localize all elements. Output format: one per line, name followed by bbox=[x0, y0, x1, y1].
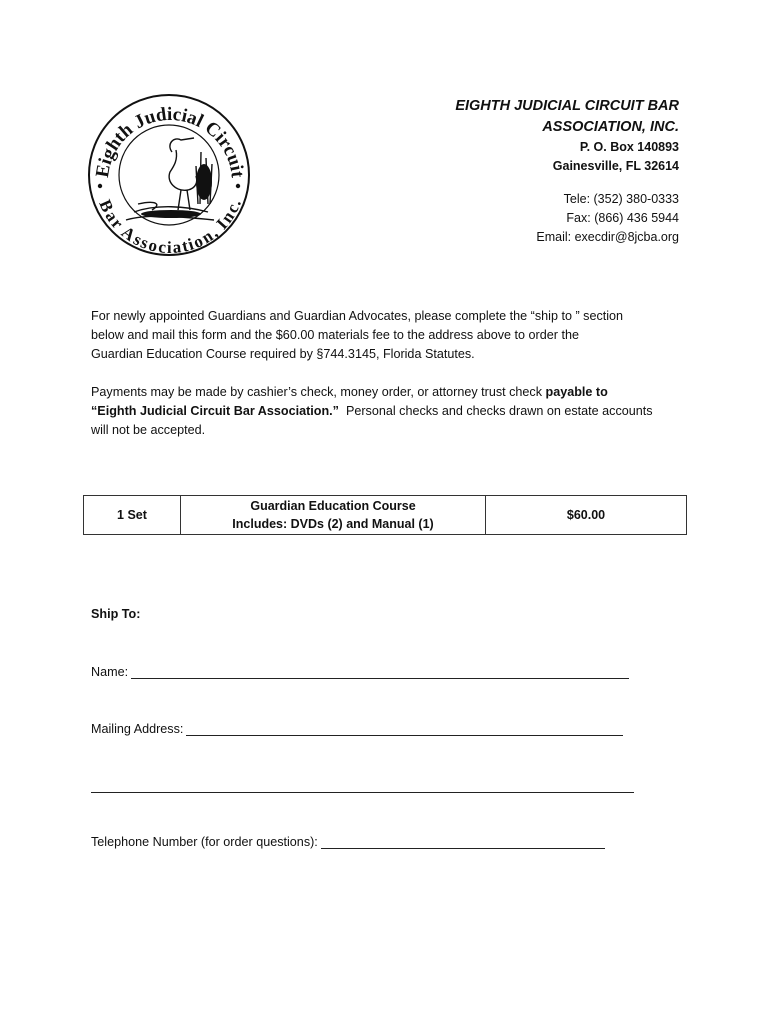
fax: Fax: (866) 436 5944 bbox=[566, 211, 679, 225]
payment-line bbox=[91, 383, 691, 402]
telephone-field bbox=[91, 834, 605, 849]
payment-paragraph bbox=[91, 383, 691, 440]
table-row bbox=[84, 496, 687, 535]
svg-text:Bar Association, Inc. bbox=[95, 197, 244, 257]
email: Email: execdir@8jcba.org bbox=[536, 230, 679, 244]
org-name-line2: ASSOCIATION, INC. bbox=[542, 119, 679, 135]
course-includes: Includes: DVDs (2) and Manual (1) bbox=[232, 517, 434, 531]
mailing-address-field bbox=[91, 721, 623, 736]
seal-ring-text-top: Eighth Judicial Circuit bbox=[92, 104, 248, 179]
payment-line: will not be accepted. bbox=[91, 423, 206, 437]
mailing-address-label: Mailing Address: bbox=[91, 722, 184, 736]
order-quantity: 1 Set bbox=[84, 496, 181, 535]
payment-line bbox=[91, 402, 691, 421]
telephone-input-line[interactable] bbox=[321, 834, 605, 849]
order-description bbox=[181, 496, 486, 535]
intro-paragraph bbox=[91, 307, 691, 364]
name-label: Name: bbox=[91, 665, 129, 679]
mailing-address-input-line-2[interactable] bbox=[91, 792, 634, 793]
name-field bbox=[91, 664, 629, 679]
telephone-label: Telephone Number (for order questions): bbox=[91, 835, 318, 849]
telephone: Tele: (352) 380-0333 bbox=[563, 192, 679, 206]
org-name-line1: EIGHTH JUDICIAL CIRCUIT BAR bbox=[455, 98, 679, 114]
ship-to-heading: Ship To: bbox=[91, 607, 141, 621]
payment-text: Payments may be made by cashier’s check, money order, or attorney trust check bbox=[91, 385, 546, 399]
association-header bbox=[319, 96, 679, 247]
mailing-address-input-line[interactable] bbox=[186, 721, 623, 736]
intro-line: For newly appointed Guardians and Guardian Advocates, please complete the “ship to ” section bbox=[91, 309, 624, 323]
payment-text: Personal checks and checks drawn on estate accounts bbox=[338, 404, 653, 418]
order-table bbox=[83, 495, 687, 535]
heron-seal-icon bbox=[86, 92, 252, 258]
city-state-zip: Gainesville, FL 32614 bbox=[552, 159, 679, 173]
intro-line: below and mail this form and the $60.00 materials fee to the address above to order the bbox=[91, 328, 579, 342]
order-price: $60.00 bbox=[486, 496, 687, 535]
name-input-line[interactable] bbox=[131, 664, 629, 679]
payee-name: “Eighth Judicial Circuit Bar Association.” bbox=[91, 404, 339, 418]
course-name: Guardian Education Course bbox=[250, 499, 416, 513]
po-box: P. O. Box 140893 bbox=[579, 140, 679, 154]
seal-ring-text-bottom: Bar Association, Inc. bbox=[95, 196, 245, 258]
intro-line: Guardian Education Course required by §744.3145, Florida Statutes. bbox=[91, 347, 475, 361]
payable-to-text: payable to bbox=[545, 385, 608, 399]
